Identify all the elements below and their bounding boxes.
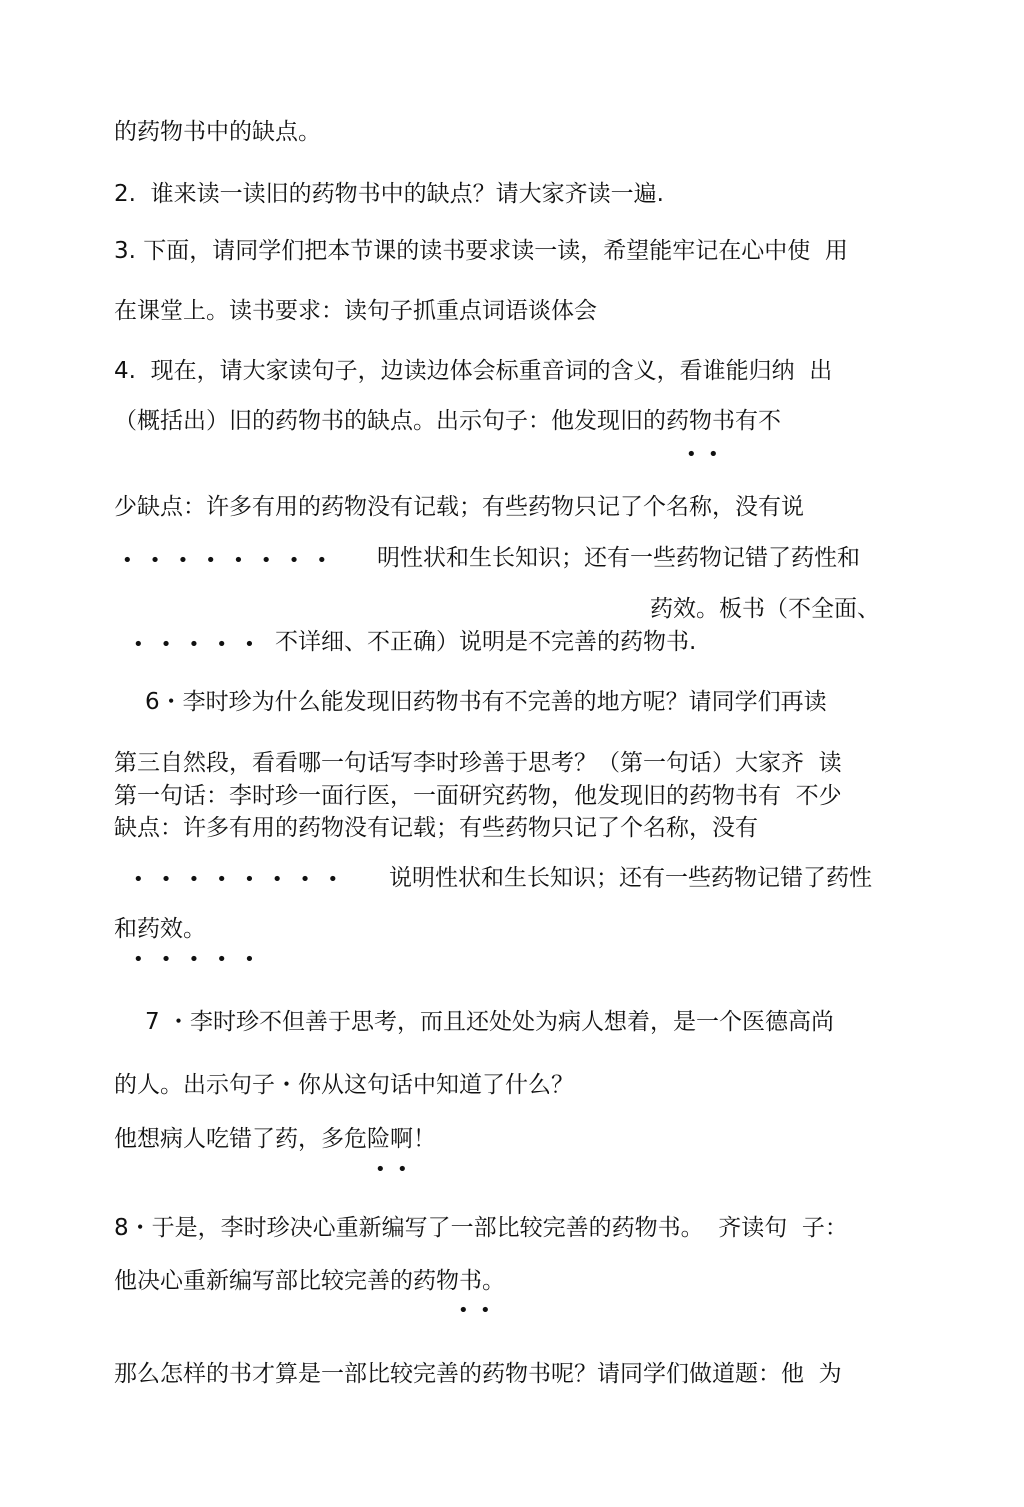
text-line: 4. 现在，请大家读句子，边读边体会标重音词的含义，看谁能归纳 出 [114, 358, 833, 384]
text-line: 少缺点：许多有用的药物没有记载；有些药物只记了个名称，没有说 [114, 494, 804, 520]
text-line: 药效。板书（不全面、 [650, 596, 880, 622]
text-line: 和药效。 [114, 916, 206, 942]
text-line: 说明性状和生长知识；还有一些药物记错了药性 [389, 865, 872, 891]
text-line: 明性状和生长知识；还有一些药物记错了药性和 [377, 545, 860, 571]
emphasis-dots: • • [686, 444, 719, 465]
emphasis-dots: • • • • • • • • [133, 869, 339, 890]
text-line: （概括出）旧的药物书的缺点。出示句子：他发现旧的药物书有不 [114, 408, 781, 434]
text-line: 第一句话：李时珍一面行医，一面研究药物，他发现旧的药物书有 不少 [114, 783, 842, 809]
text-line: 在课堂上。读书要求：读句子抓重点词语谈体会 [114, 298, 597, 324]
text-line: 的人。出示句子・你从这句话中知道了什么？ [114, 1072, 574, 1098]
text-line: 2. 谁来读一读旧的药物书中的缺点？请大家齐读一遍. [114, 181, 664, 207]
emphasis-dots: • • [375, 1159, 408, 1180]
text-line: 那么怎样的书才算是一部比较完善的药物书呢？请同学们做道题：他 为 [114, 1361, 842, 1387]
emphasis-dots: • • • • • • • • [122, 550, 328, 571]
text-line: 8・于是，李时珍决心重新编写了一部比较完善的药物书。 齐读句 子： [114, 1215, 848, 1241]
text-line: 他决心重新编写部比较完善的药物书。 [114, 1268, 505, 1294]
emphasis-dots: • • • • • [133, 634, 255, 655]
text-line: 缺点：许多有用的药物没有记载；有些药物只记了个名称，没有 [114, 815, 758, 841]
text-line: 不详细、不正确）说明是不完善的药物书. [275, 629, 697, 655]
text-line: 7 ・李时珍不但善于思考，而且还处处为病人想着，是一个医德高尚 [145, 1009, 834, 1035]
text-line: 他想病人吃错了药，多危险啊！ [114, 1126, 436, 1152]
text-line: 的药物书中的缺点。 [114, 119, 321, 145]
text-line: 第三自然段，看看哪一句话写李时珍善于思考？（第一句话）大家齐 读 [114, 750, 842, 776]
text-line: 6・李时珍为什么能发现旧药物书有不完善的地方呢？请同学们再读 [145, 689, 827, 715]
emphasis-dots: • • • • • [133, 949, 255, 970]
text-line: 3. 下面，请同学们把本节课的读书要求读一读，希望能牢记在心中使 用 [114, 238, 848, 264]
emphasis-dots: • • [458, 1300, 491, 1321]
